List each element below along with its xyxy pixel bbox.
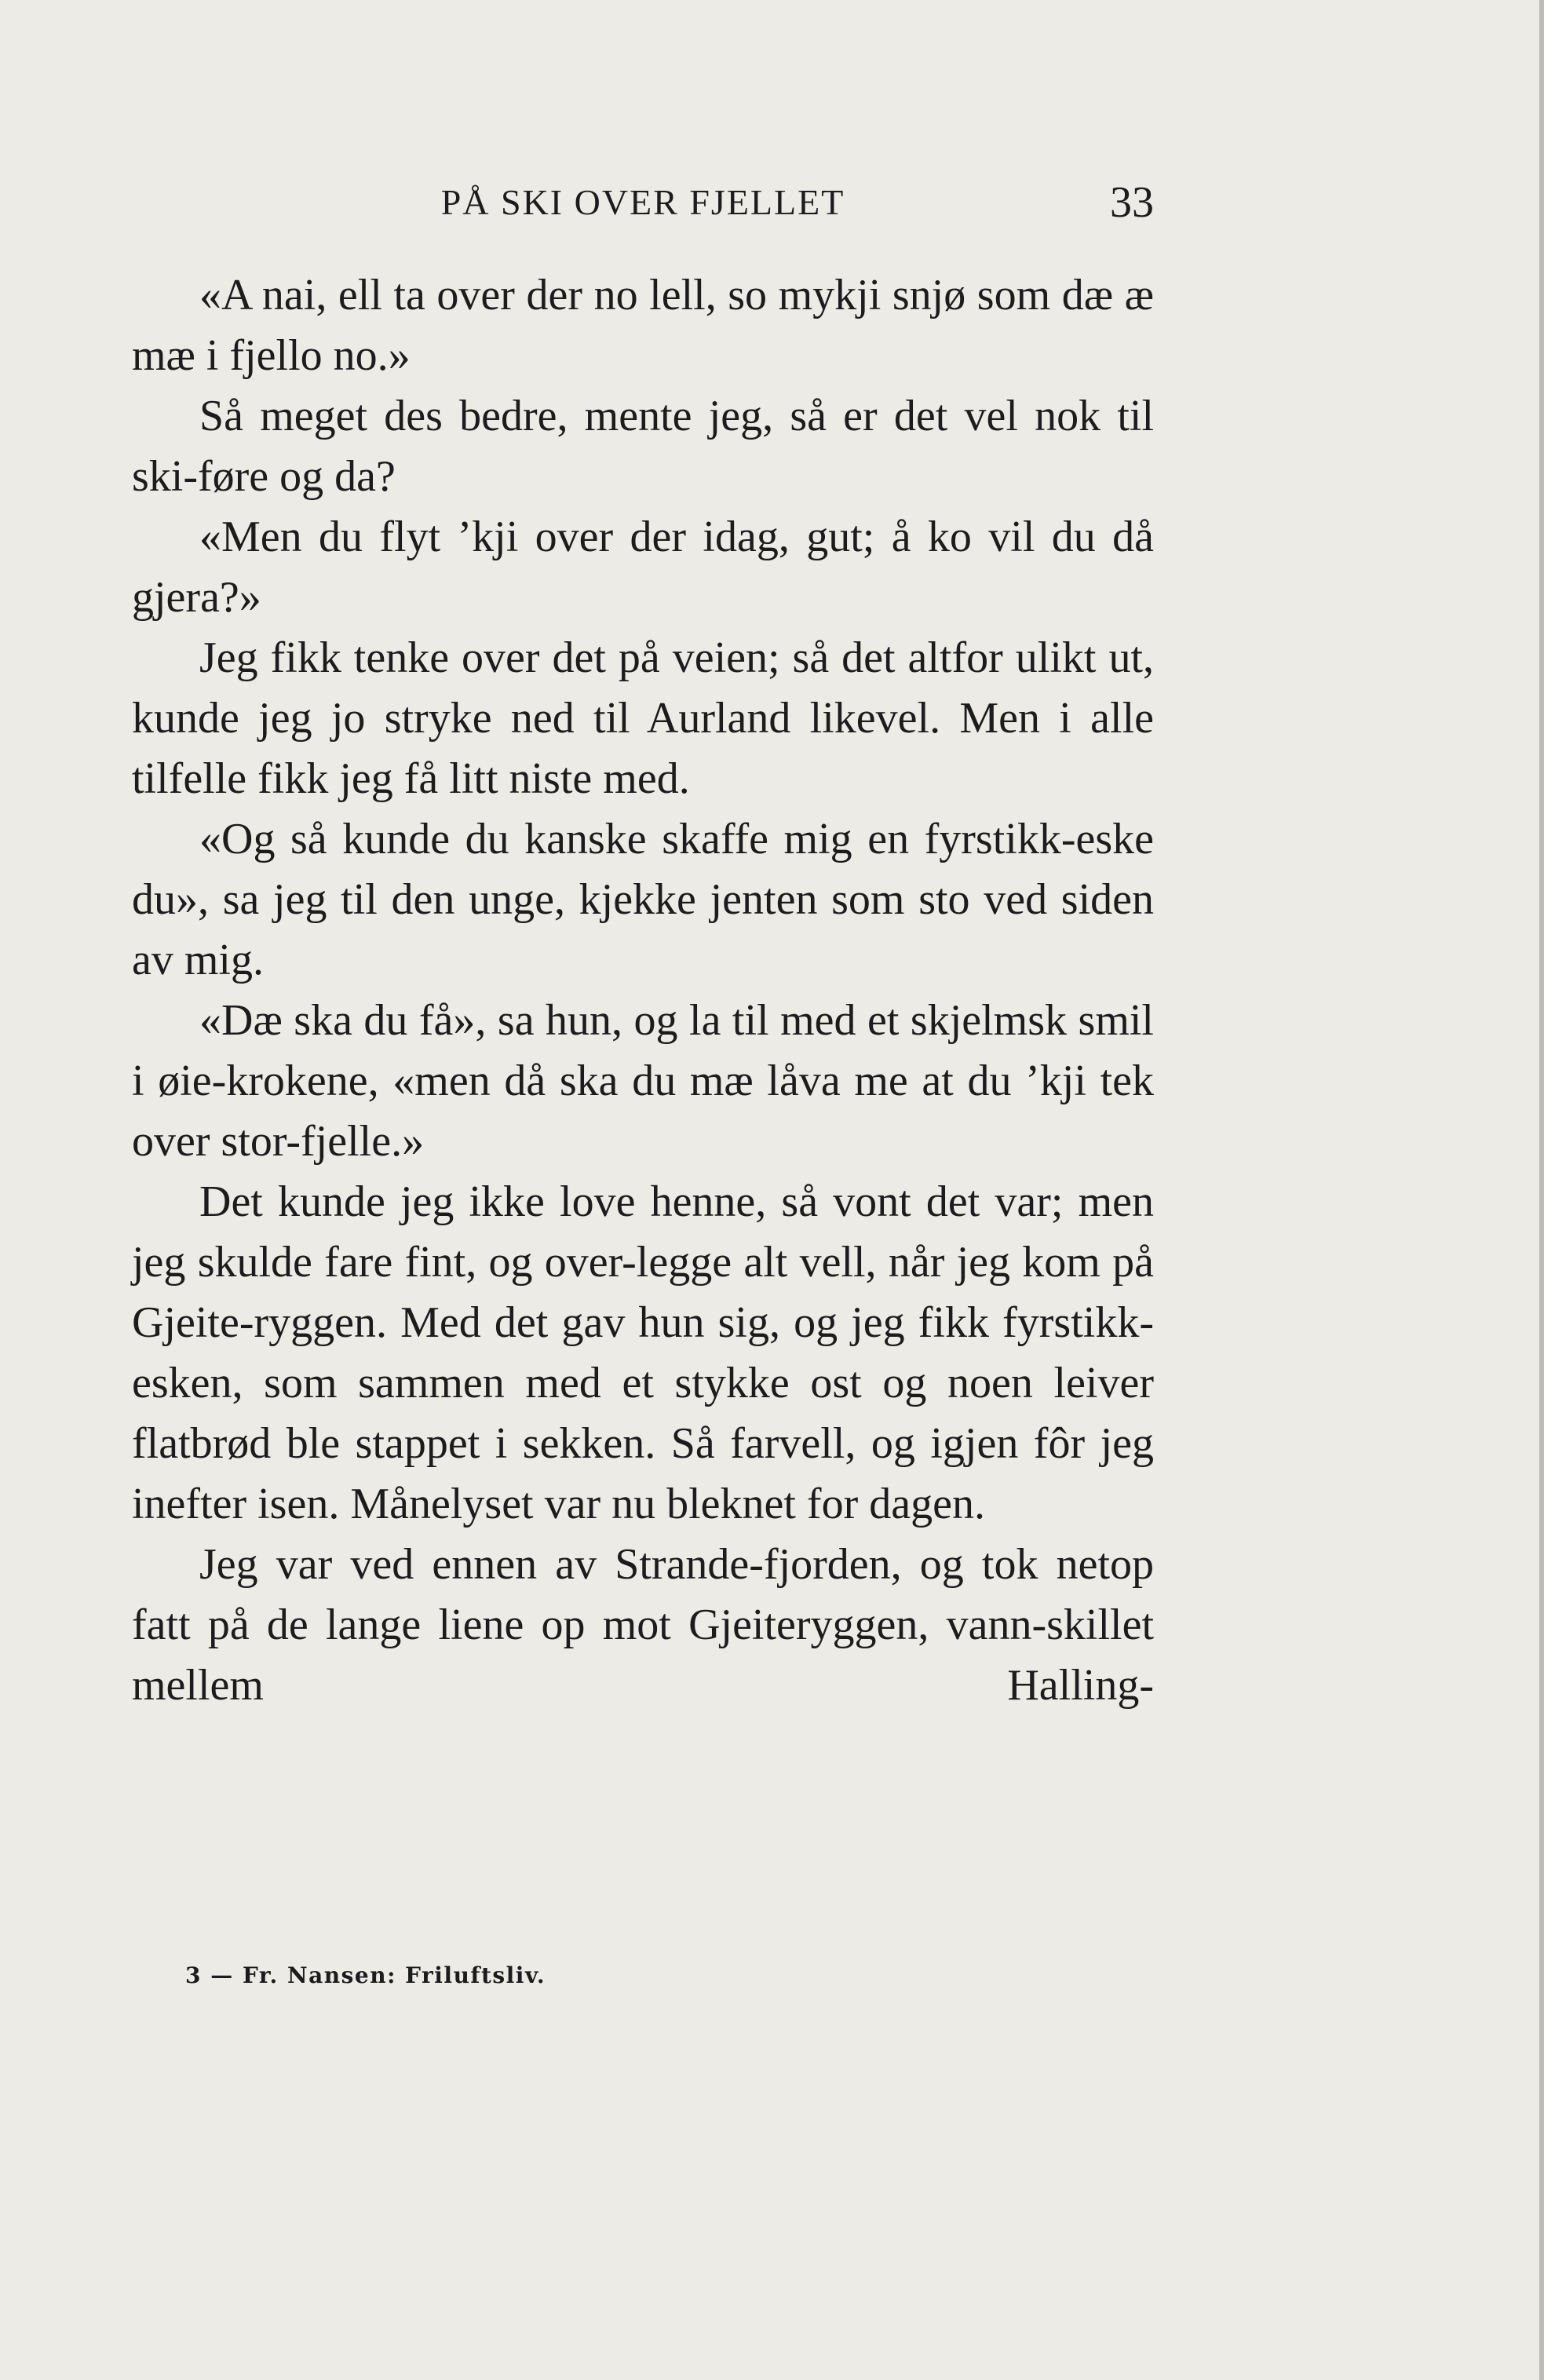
- page-edge: [1539, 0, 1544, 2380]
- page-header: [132, 171, 1154, 234]
- running-head: PÅ SKI OVER FJELLET: [440, 182, 845, 222]
- paragraph: Det kunde jeg ikke love henne, så vont det var; men jeg skulde fare fint, og over-legge alt vell, når jeg kom på Gjeite-ryggen. Med det gav hun sig, og jeg fikk fyrstikk-esken, som sammen med et stykke ost og noen leiver flatbrød ble stappet i sekken. Så farvell, og igjen fôr jeg inefter isen. Månelyset var nu bleknet for dagen.: [132, 1177, 1154, 1528]
- paragraph: «Og så kunde du kanske skaffe mig en fyrstikk-eske du», sa jeg til den unge, kjekke jenten som sto ved siden av mig.: [132, 815, 1154, 984]
- paragraph: Jeg fikk tenke over det på veien; så det altfor ulikt ut, kunde jeg jo stryke ned til Aurland likevel. Men i alle tilfelle fikk jeg få litt niste med.: [132, 633, 1154, 803]
- signature-mark: 3 — Fr. Nansen: Friluftsliv.: [185, 1962, 546, 1988]
- paragraph: «Dæ ska du få», sa hun, og la til med et skjelmsk smil i øie-krokene, «men då ska du mæ låva me at du ’kji tek over stor-fjelle.»: [132, 996, 1154, 1166]
- body-text: [132, 265, 1154, 1716]
- paragraph: Jeg var ved ennen av Strande-fjorden, og tok netop fatt på de lange liene op mot Gjeiteryggen, vann-skillet mellem Halling-: [132, 1540, 1154, 1710]
- paragraph: «Men du flyt ’kji over der idag, gut; å ko vil du då gjera?»: [132, 513, 1154, 622]
- page-number: 33: [1110, 178, 1154, 227]
- paragraph: «A nai, ell ta over der no lell, so mykji snjø som dæ æ mæ i fjello no.»: [132, 271, 1154, 380]
- paragraph: Så meget des bedre, mente jeg, så er det vel nok til ski-føre og da?: [132, 392, 1154, 501]
